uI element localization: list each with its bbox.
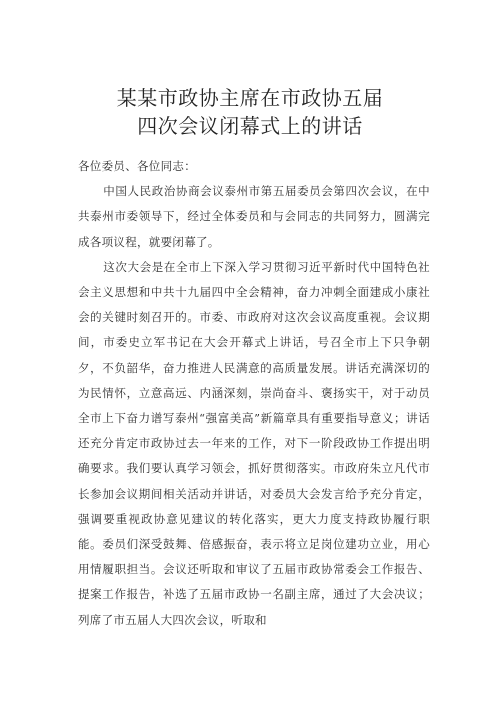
document-title-line-1: 某某市政协主席在市政协五届 <box>116 86 384 110</box>
paragraph-2: 这次大会是在全市上下深入学习贯彻习近平新时代中国特色社会主义思想和中共十九届四中全会精神，奋力冲刺全面建成小康社会的关键时刻召开的。市委、市政府对这次会议高度重视。会议期间，市委史立军书记在大会开幕式上讲话，号召全市上下只争朝夕，不负韶华，奋力推进人民满意的高质量发展。讲话充满深切的为民情怀，立意高远、内涵深刻，崇尚奋斗、褒扬实干，对于动员全市上下奋力谱写泰州“强富美高”新篇章具有重要指导意义；讲话还充分肯定市政协过去一年来的工作，对下一阶段政协工作提出明确要求。我们要认真学习领会，抓好贯彻落实。市政府朱立凡代市长参加会议期间相关活动并讲话，对委员大会发言给予充分肯定，强调要重视政协意见建议的转化落实，更大力度支持政协履行职能。委员们深受鼓舞、倍感振奋，表示将立足岗位建功立业，用心用情履职担当。会议还听取和审议了五届市政协常委会工作报告、提案工作报告，补选了五届市政协一名副主席，通过了大会决议；列席了市五届人大四次会议，听取和 <box>78 259 430 627</box>
document-title-line-2: 四次会议闭幕式上的讲话 <box>137 114 363 138</box>
document-body <box>78 154 430 633</box>
salutation: 各位委员、各位同志： <box>78 159 196 173</box>
paragraph-1: 中国人民政治协商会议泰州市第五届委员会第四次会议，在中共泰州市委领导下，经过全体委员和与会同志的共同努力，圆满完成各项议程，就要闭幕了。 <box>78 184 430 249</box>
